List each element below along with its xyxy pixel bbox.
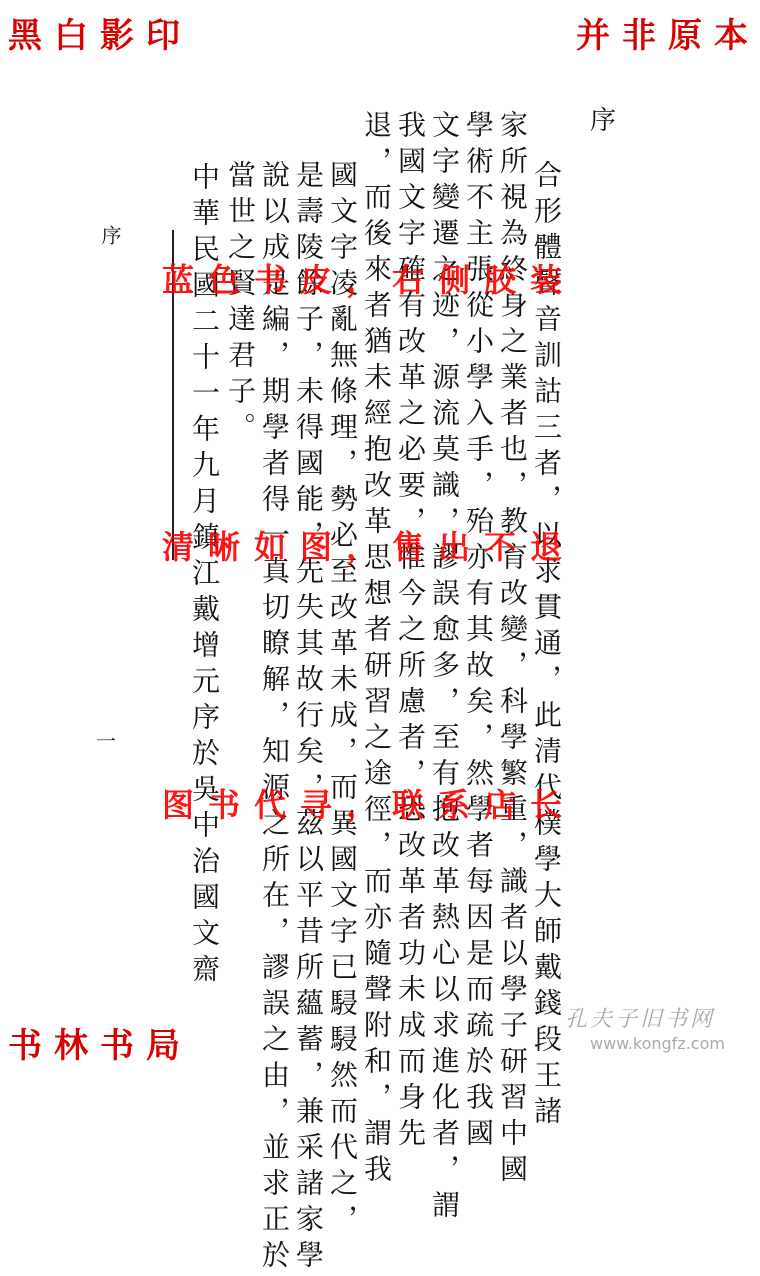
page-number: 一	[96, 729, 116, 753]
text-column: 我國文字確有改革之必要，惟今之所慮者，恐改革者功未成而身先	[394, 110, 427, 1154]
site-url: www.kongfz.com	[590, 1034, 725, 1053]
page-title: 序	[590, 106, 617, 136]
text-column: 退，而後來者猶未經抱改革思想者研習之途徑，而亦隨聲附和，謂我	[360, 110, 393, 1190]
text-column: 國文字凌亂無條理，勢必至改革未成，而異國文字已駸駸然而代之，	[326, 160, 359, 1240]
corner-label-top-right: 并非原本	[576, 16, 760, 56]
signature-column: 中華民國二十一年九月鎮江戴增元序於吳中治國文齋	[188, 162, 221, 990]
watermark-text: 图书代寻，联系店长	[162, 786, 577, 824]
text-column: 是壽陵餘子，未得國能，先失其故行矣，茲以平昔所蘊蓄，兼采諸家學	[292, 160, 325, 1276]
text-column: 說以成是編，期學者得一真切瞭解，知源之所在，謬誤之由，並求正於	[258, 160, 291, 1276]
site-logo: 孔夫子旧书网	[565, 1007, 716, 1032]
text-column: 當世之賢達君子。	[224, 160, 257, 448]
text-column: 家所視為終身之業者也，教育改變，科學繁重，識者以學子研習中國	[496, 110, 529, 1190]
text-column: 合形體聲音訓詁三者，以求貫通，此清代樸學大師戴錢段王諸	[530, 160, 563, 1132]
text-column: 文字變遷之迹，源流莫識，謬誤愈多，至有抱改革熱心以求進化者，謂	[428, 110, 461, 1226]
margin-label: 序	[98, 225, 122, 245]
watermark-text: 清晰如图，售出不退	[162, 528, 577, 566]
corner-label-bottom-left: 书林书局	[8, 1026, 192, 1066]
watermark-text: 蓝色书皮，右侧胶装	[162, 261, 577, 299]
text-column: 學術不主張從小學入手，殆亦有其故矣，然學者每因是而疏於我國	[462, 110, 495, 1154]
corner-label-top-left: 黑白影印	[8, 16, 192, 56]
